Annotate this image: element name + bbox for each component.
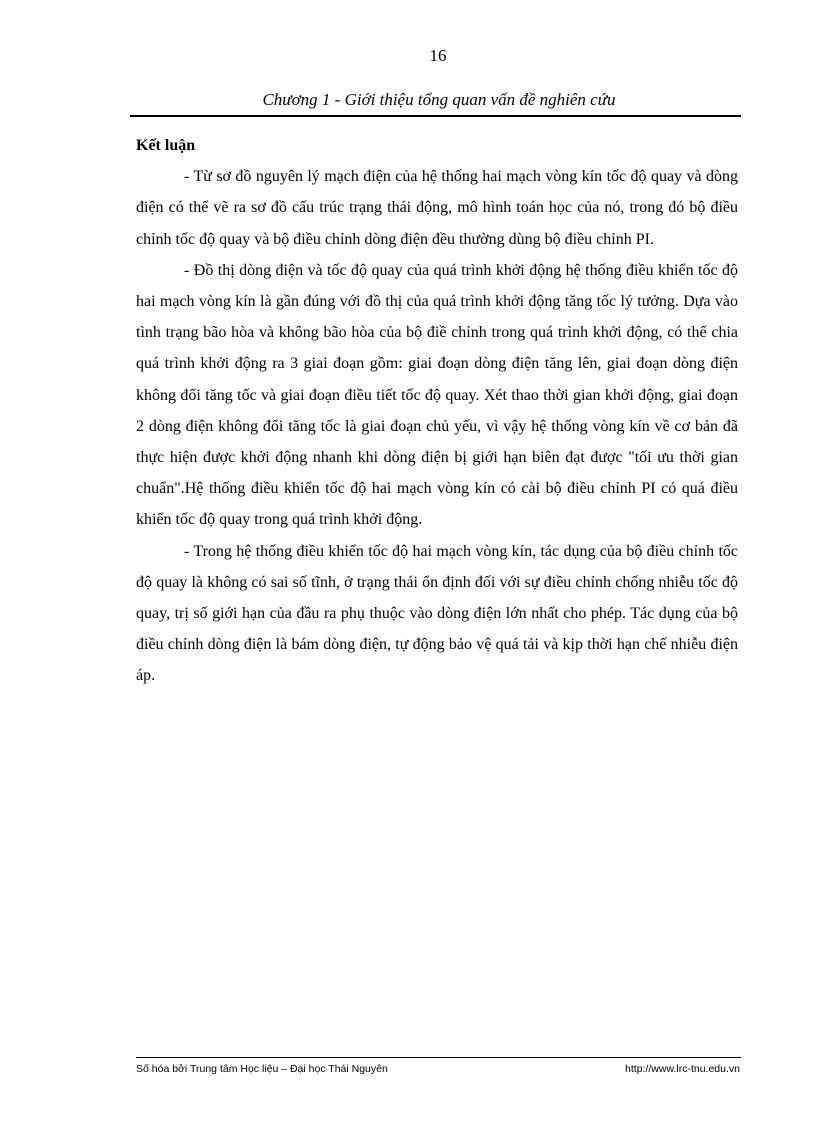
footer-divider <box>136 1057 741 1058</box>
paragraph-2: - Đồ thị dòng điện và tốc độ quay của quá trình khởi động hệ thống điều khiển tốc độ hai mạch vòng kín là gần đúng với đồ thị của quá trình khởi động tăng tốc lý tưởng. Dựa vào tình trạng bão hòa và không bão hòa của bộ điề chỉnh trong quá trình khởi động, có thể chia quá trình khởi động ra 3 giai đoạn gồm: giai đoạn dòng điện tăng lên, giai đoạn dòng điện không đổi tăng tốc và giai đoạn điều tiết tốc độ quay. Xét thao thời gian khởi động, giai đoạn 2 dòng điện không đổi tăng tốc là giai đoạn chủ yếu, vì vậy hệ thống vòng kín về cơ bản đã thực hiện được khởi động nhanh khi dòng điện bị giới hạn biên đạt được "tối ưu thời gian chuẩn".Hệ thống điều khiển tốc độ hai mạch vòng kín có cài bộ điều chỉnh PI có quá điều khiển tốc độ quay trong quá trình khởi động. <box>136 261 738 529</box>
paragraph-1: - Từ sơ đồ nguyên lý mạch điện của hệ thống hai mạch vòng kín tốc độ quay và dòng điện có thể vẽ ra sơ đồ cấu trúc trạng thái động, mô hình toán học của nó, trong đó bộ điều chỉnh tốc độ quay và bộ điều chỉnh dòng điện đều thường dùng bộ điều chỉnh PI. <box>136 168 738 248</box>
footer-url: http://www.lrc-tnu.edu.vn <box>625 1063 740 1075</box>
section-heading: Kết luận <box>136 137 196 154</box>
document-body <box>136 130 738 692</box>
page-number: 16 <box>429 46 447 65</box>
chapter-title: Chương 1 - Giới thiệu tổng quan vấn đề nghiên cứu <box>262 90 616 109</box>
header-divider <box>130 115 741 117</box>
footer-source: Số hóa bởi Trung tâm Học liệu – Đại học Thái Nguyên <box>136 1063 388 1075</box>
paragraph-3: - Trong hệ thống điều khiển tốc độ hai mạch vòng kín, tác dụng của bộ điều chỉnh tốc độ quay là không có sai số tĩnh, ở trạng thái ổn định đối với sự điều chỉnh chống nhiễu tốc độ quay, trị số giới hạn của đầu ra phụ thuộc vào dòng điện lớn nhất cho phép. Tác dụng của bộ điều chỉnh dòng điện là bám dòng điện, tự động bảo vệ quá tải và kịp thời hạn chế nhiễu điện áp. <box>136 542 738 685</box>
